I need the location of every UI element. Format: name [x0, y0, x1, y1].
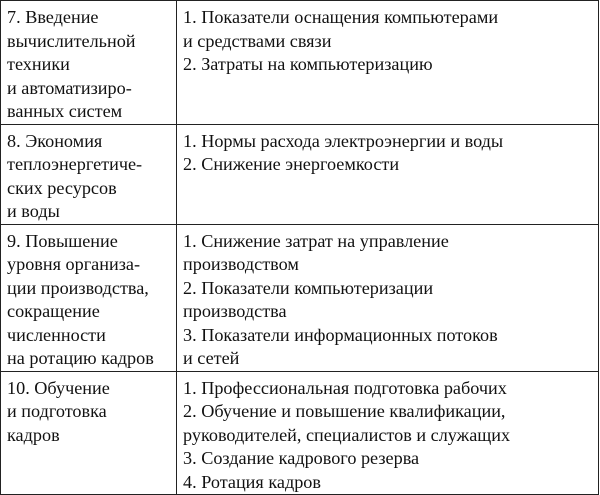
indicator-text: 3. Создание кадрового резерва: [183, 448, 420, 468]
indicators-cell: [177, 371, 599, 495]
measure-text: ских ресурсов: [7, 177, 117, 198]
measure-text: 8. Экономия: [7, 130, 103, 151]
measure-text: вычислительной: [7, 30, 136, 51]
measure-cell: [1, 1, 177, 125]
measure-text: ции производства,: [7, 277, 149, 298]
measure-text: сокращение: [7, 301, 100, 321]
indicator-text: 1. Снижение затрат на управление: [183, 230, 449, 251]
measure-text: и автоматизиро-: [7, 77, 132, 98]
measure-text: ванных систем: [7, 101, 123, 121]
indicators-cell: [177, 1, 599, 125]
indicator-text: и сетей: [183, 348, 240, 368]
indicator-text: 1. Показатели оснащения компьютерами: [183, 7, 499, 27]
measure-text: численности: [7, 324, 106, 345]
indicator-text: 1. Нормы расхода электроэнергии и воды: [183, 130, 504, 151]
measure-text: 7. Введение: [7, 7, 99, 27]
indicators-cell: [177, 124, 599, 224]
measure-cell: [1, 371, 177, 495]
indicator-text: 2. Затраты на компьютеризацию: [183, 54, 433, 74]
table-row: [1, 124, 599, 224]
measure-cell: [1, 124, 177, 224]
indicator-text: 2. Снижение энергоемкости: [183, 154, 400, 174]
indicator-text: производством: [183, 254, 299, 274]
measure-text: кадров: [7, 424, 60, 445]
measure-cell: [1, 224, 177, 371]
measure-text: и воды: [7, 201, 60, 221]
indicator-text: руководителей, специалистов и служащих: [183, 424, 511, 445]
indicator-text: 2. Показатели компьютеризации: [183, 277, 434, 298]
indicator-text: 3. Показатели информационных потоков: [183, 324, 498, 345]
measure-text: теплоэнергетиче-: [7, 154, 143, 174]
indicator-text: 4. Ротация кадров: [183, 471, 321, 492]
table-row: [1, 224, 599, 371]
measure-text: техники: [7, 54, 70, 74]
measure-text: 10. Обучение: [7, 377, 110, 398]
measure-text: и подготовка: [7, 401, 107, 421]
indicator-text: производства: [183, 301, 287, 321]
table-row: [1, 371, 599, 495]
measure-text: 9. Повышение: [7, 230, 118, 251]
measure-text: уровня организа-: [7, 254, 141, 274]
measure-text: на ротацию кадров: [7, 348, 154, 368]
indicators-cell: [177, 224, 599, 371]
table-row: [1, 1, 599, 125]
indicator-text: 2. Обучение и повышение квалификации,: [183, 401, 506, 421]
indicator-text: 1. Профессиональная подготовка рабочих: [183, 377, 507, 398]
indicator-text: и средствами связи: [183, 30, 332, 51]
